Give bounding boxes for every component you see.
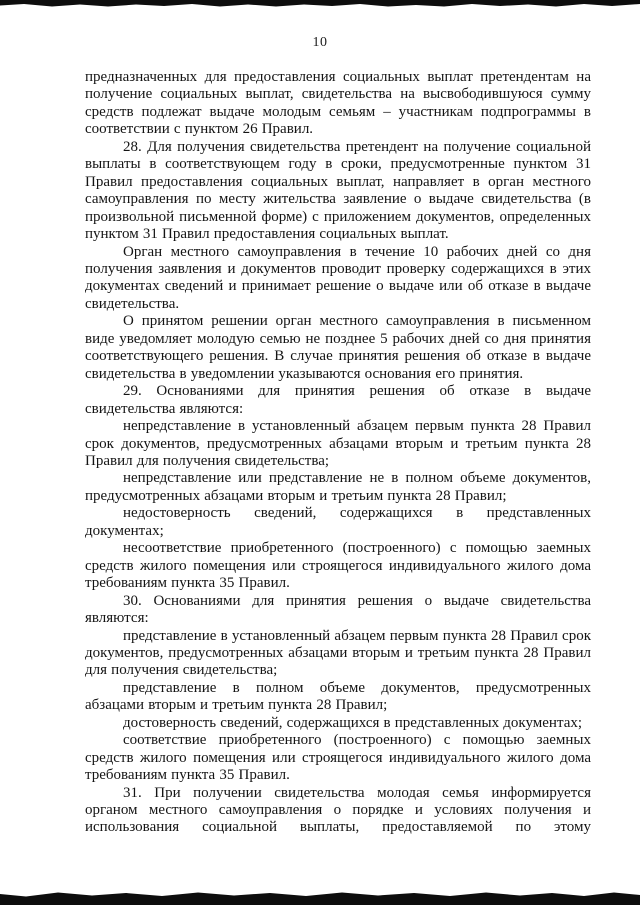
paragraph: 29. Основаниями для принятия решения об отказе в выдаче свидетельства являются: [85,383,591,417]
paragraph: представление в установленный абзацем первым пункта 28 Правил срок документов, предусмотренных абзацами вторым и третьим пункта 28 Правил для получения свидетельства; [85,627,591,679]
paragraph: предназначенных для предоставления социальных выплат претендентам на получение социальных выплат, свидетельства на высвободившуюся сумму средств подлежат выдаче молодым семьям – участникам подпрограммы в соответствии с пунктом 26 Правил. [85,69,591,138]
scan-edge-top [0,0,640,10]
document-text [85,69,591,837]
paragraph: представление в полном объеме документов, предусмотренных абзацами вторым и третьим пункта 28 Правил; [85,679,591,714]
paragraph: 31. При получении свидетельства молодая семья информируется органом местного самоуправления о порядке и условиях получения и использования социальной выплаты, предоставляемой по этому [85,784,591,836]
paragraph: несоответствие приобретенного (построенного) с помощью заемных средств жилого помещения или строящегося индивидуального жилого дома требованиям пункта 35 Правил. [85,540,591,592]
paragraph: О принятом решении орган местного самоуправления в письменном виде уведомляет молодую семью не позднее 5 рабочих дней со дня принятия соответствующего решения. В случае принятия решения об отказе в выдаче свидетельства в уведомлении указываются основания его принятия. [85,313,591,382]
paragraph: непредставление или представление не в полном объеме документов, предусмотренных абзацами вторым и третьим пункта 28 Правил; [85,470,591,504]
page-number: 10 [312,35,328,50]
paragraph: соответствие приобретенного (построенного) с помощью заемных средств жилого помещения или строящегося индивидуального жилого дома требованиям пункта 35 Правил. [85,732,591,784]
paragraph: 28. Для получения свидетельства претендент на получение социальной выплаты в соответствующем году в сроки, предусмотренные пунктом 31 Правил предоставления социальных выплат, направляет в орган местного самоуправления по месту жительства заявление о выдаче свидетельства (в произвольной письменной форме) с приложением документов, определенных пунктом 31 Правил предоставления социальных выплат. [85,138,591,243]
paragraph: непредставление в установленный абзацем первым пункта 28 Правил срок документов, предусмотренных абзацами вторым и третьим пункта 28 Правил для получения свидетельства; [85,418,591,469]
paragraph: Орган местного самоуправления в течение 10 рабочих дней со дня получения заявления и документов проводит проверку содержащихся в этих документах сведений и принимает решение о выдаче или об отказе в выдаче свидетельства. [85,243,591,312]
scan-edge-bottom [0,887,640,905]
paragraph: 30. Основаниями для принятия решения о выдаче свидетельства являются: [85,592,591,627]
paragraph: достоверность сведений, содержащихся в представленных документах; [123,714,583,731]
paragraph: недостоверность сведений, содержащихся в представленных документах; [85,505,591,539]
